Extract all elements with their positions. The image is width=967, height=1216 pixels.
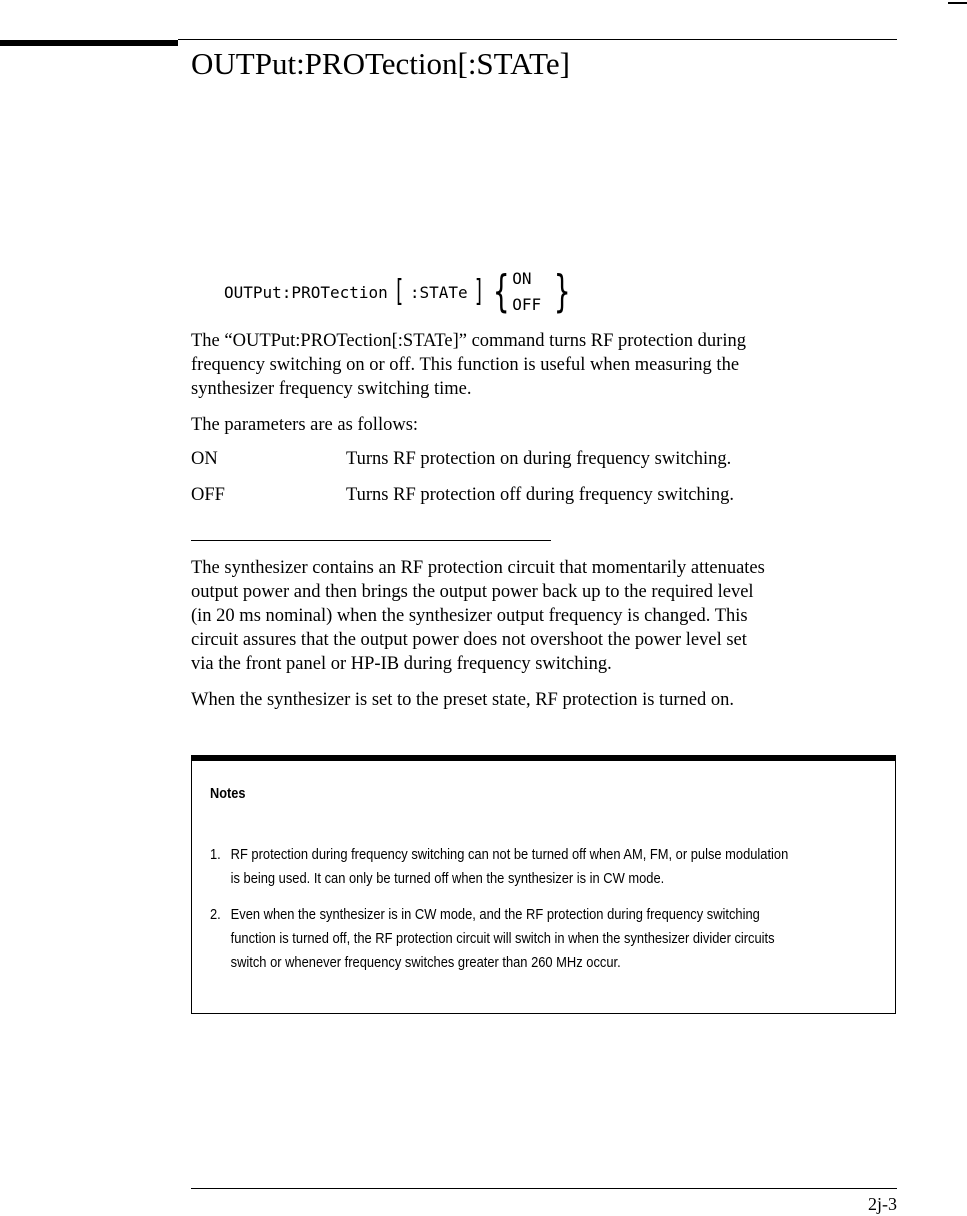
details-line: output power and then brings the output power back up to the required level xyxy=(191,582,754,602)
note-line: RF protection during frequency switching can not be turned off when AM, FM, or pulse modulation xyxy=(230,846,789,863)
page-number: 2j-3 xyxy=(868,1194,897,1214)
note-line: Even when the synthesizer is in CW mode, and the RF protection during frequency switching xyxy=(230,906,760,923)
details-line: via the front panel or HP-IB during frequency switching. xyxy=(191,654,612,674)
note-number: 2. xyxy=(210,906,221,923)
page-title: OUTPut:PROTection[:STATe] xyxy=(191,46,570,81)
footer-rule xyxy=(191,1188,897,1189)
description xyxy=(191,329,746,401)
note-item xyxy=(210,903,775,975)
option-off: OFF xyxy=(512,295,542,314)
brace-close: } xyxy=(554,266,571,317)
section-divider xyxy=(191,540,551,541)
note-line: switch or whenever frequency switches greater than 260 MHz occur. xyxy=(230,954,621,971)
option-on: ON xyxy=(512,269,532,288)
details xyxy=(191,556,765,676)
params-intro: The parameters are as follows: xyxy=(191,415,419,435)
details-line: (in 20 ms nominal) when the synthesizer output frequency is changed. This xyxy=(191,606,748,626)
bracket-open: [ xyxy=(393,274,405,309)
note-number: 1. xyxy=(210,846,221,863)
details-line: circuit assures that the output power does not overshoot the power level set xyxy=(191,630,747,650)
param-desc: Turns RF protection on during frequency switching. xyxy=(346,449,732,469)
description-line: synthesizer frequency switching time. xyxy=(191,379,472,399)
param-desc: Turns RF protection off during frequency switching. xyxy=(346,485,734,505)
param-row xyxy=(191,485,734,506)
syntax-options xyxy=(512,266,541,318)
description-line: frequency switching on or off. This function is useful when measuring the xyxy=(191,355,740,375)
param-row xyxy=(191,449,732,470)
notes-heading: Notes xyxy=(210,785,246,802)
notes-box xyxy=(191,755,896,1014)
corner-mark xyxy=(948,2,967,4)
note-item xyxy=(210,843,788,891)
description-line: The “OUTPut:PROTection[:STATe]” command turns RF protection during xyxy=(191,331,746,351)
param-name: OFF xyxy=(191,485,225,505)
preset-note: When the synthesizer is set to the preset state, RF protection is turned on. xyxy=(191,690,735,710)
section-bar xyxy=(0,40,178,46)
syntax-optional: :STATe xyxy=(409,282,468,302)
brace-open: { xyxy=(492,266,509,317)
param-name: ON xyxy=(191,449,218,469)
header-rule xyxy=(178,39,897,40)
note-line: is being used. It can only be turned off when the synthesizer is in CW mode. xyxy=(230,870,665,887)
note-line: function is turned off, the RF protection circuit will switch in when the synthesizer divider circuits xyxy=(230,930,775,947)
syntax-command: OUTPut:PROTection xyxy=(224,282,388,302)
command-syntax xyxy=(224,266,574,318)
details-line: The synthesizer contains an RF protection circuit that momentarily attenuates xyxy=(191,558,765,578)
bracket-close: ] xyxy=(473,274,485,309)
